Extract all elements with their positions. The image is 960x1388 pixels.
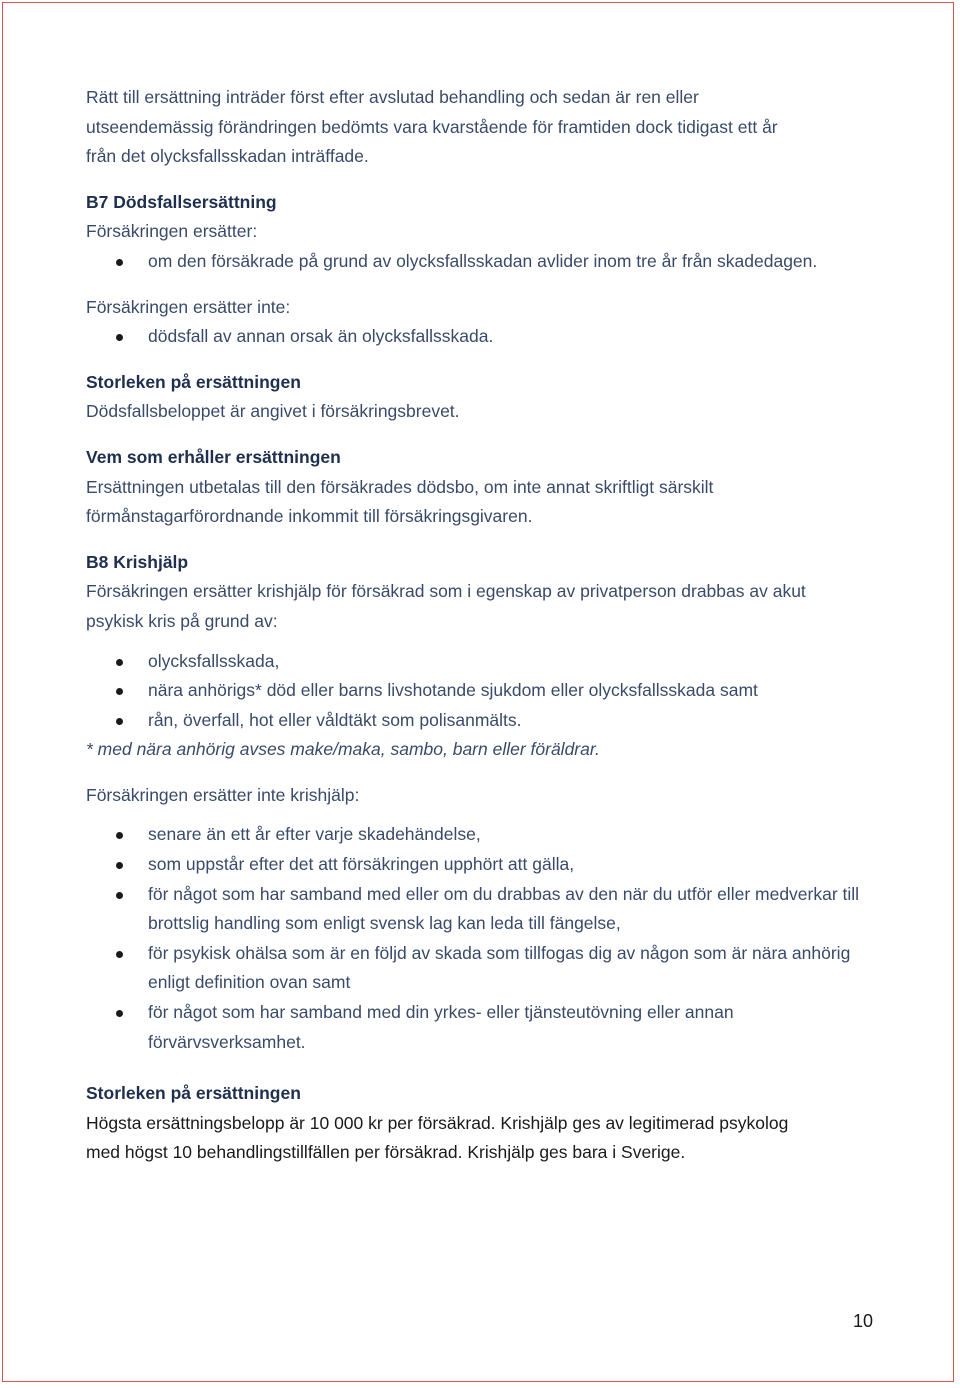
bullet-icon: [116, 832, 123, 839]
list-item: för något som har samband med din yrkes- eller tjänsteutövning eller annan förvärvsverksamhet.: [86, 998, 876, 1057]
document-page: [2, 2, 954, 1382]
b8-size-line: Högsta ersättningsbelopp är 10 000 kr per försäkrad. Krishjälp ges av legitimerad psykolog: [86, 1112, 789, 1133]
b8-footnote: * med nära anhörig avses make/maka, sambo, barn eller föräldrar.: [86, 739, 600, 760]
b7-covers-label: Försäkringen ersätter:: [86, 221, 258, 242]
bullet-icon: [116, 688, 123, 695]
bullet-icon: [116, 1010, 123, 1017]
intro-paragraph: [86, 83, 876, 172]
b7-recipient-heading: Vem som erhåller ersättningen: [86, 446, 341, 467]
bullet-icon: [116, 892, 123, 899]
bullet-icon: [116, 862, 123, 869]
bullet-icon: [116, 334, 123, 341]
b7-size-heading: Storleken på ersättningen: [86, 371, 301, 392]
list-item: nära anhörigs* död eller barns livshotande sjukdom eller olycksfallsskada samt: [86, 676, 876, 706]
b8-heading: B8 Krishjälp: [86, 551, 189, 572]
b8-not-covers-list: [86, 820, 876, 1057]
list-item: rån, överfall, hot eller våldtäkt som polisanmälts.: [86, 706, 876, 736]
b8-size-line: med högst 10 behandlingstillfällen per försäkrad. Krishjälp ges bara i Sverige.: [86, 1142, 686, 1163]
b7-size-text: Dödsfallsbeloppet är angivet i försäkringsbrevet.: [86, 401, 460, 422]
b7-covers-list: [86, 247, 876, 277]
bullet-icon: [116, 259, 123, 266]
b7-recipient-line: Ersättningen utbetalas till den försäkrades dödsbo, om inte annat skriftligt särskilt: [86, 476, 714, 497]
page-content: [86, 83, 876, 1168]
list-item: senare än ett år efter varje skadehändelse,: [86, 820, 876, 850]
b7-recipient-line: förmånstagarförordnande inkommit till försäkringsgivaren.: [86, 506, 533, 527]
list-item: olycksfallsskada,: [86, 647, 876, 677]
list-item: dödsfall av annan orsak än olycksfallsskada.: [86, 322, 876, 352]
page-number: 10: [852, 1311, 873, 1331]
list-item: för något som har samband med eller om du drabbas av den när du utför eller medverkar till brottslig handling som enligt svensk lag kan leda till fängelse,: [86, 880, 876, 939]
intro-line: utseendemässig förändringen bedömts vara kvarstående för framtiden dock tidigast ett år: [86, 116, 778, 137]
b7-not-covers-list: [86, 322, 876, 352]
intro-line: från det olycksfallsskadan inträffade.: [86, 146, 369, 167]
b8-intro-line: Försäkringen ersätter krishjälp för försäkrad som i egenskap av privatperson drabbas av akut: [86, 581, 806, 602]
b8-not-covers-label: Försäkringen ersätter inte krishjälp:: [86, 784, 360, 805]
list-item: om den försäkrade på grund av olycksfallsskadan avlider inom tre år från skadedagen.: [86, 247, 876, 277]
b7-not-covers-label: Försäkringen ersätter inte:: [86, 296, 291, 317]
b8-intro-line: psykisk kris på grund av:: [86, 610, 278, 631]
b7-heading: B7 Dödsfallsersättning: [86, 191, 277, 212]
bullet-icon: [116, 951, 123, 958]
bullet-icon: [116, 659, 123, 666]
list-item: för psykisk ohälsa som är en följd av skada som tillfogas dig av någon som är nära anhörig enligt definition ovan samt: [86, 939, 876, 998]
b8-size-heading: Storleken på ersättningen: [86, 1083, 301, 1104]
intro-line: Rätt till ersättning inträder först efter avslutad behandling och sedan är ren eller: [86, 87, 699, 107]
b8-covers-list: [86, 647, 876, 736]
bullet-icon: [116, 718, 123, 725]
list-item: som uppstår efter det att försäkringen upphört att gälla,: [86, 850, 876, 880]
